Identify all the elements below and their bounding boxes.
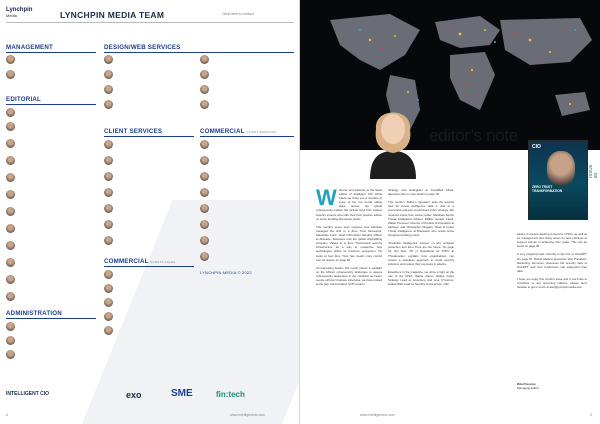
team-member[interactable] <box>6 275 94 284</box>
divider <box>6 318 96 319</box>
logo-fintech[interactable]: fin:tech <box>216 390 245 399</box>
team-member[interactable] <box>200 188 288 197</box>
team-member[interactable] <box>104 204 192 213</box>
avatar <box>200 188 209 197</box>
lynchpin-logo <box>6 7 36 19</box>
avatar <box>6 55 15 64</box>
body-column-1: W elcome and welcome to the latest edition of Intelligent CIO Africa where we bring you a roundup of some of the top trends taking place across the global cybersecurity market. We include input from various industry experts who offer their best practice advice on some trending discussion points. This month’s cover story explores how Absolute managed the shift to a Zero Trust framework. Sebastian Kunz, Chief Information Security Officer at Absolute, discusses how the global shipbuilding company shifted to a Zero Trust-based security infrastructure as a way to modernise how technologies within its business ecosystem. He looks at how Zero Trust has meant more control over its assets, on page 20. An interesting feature this month places a spotlight on the African cybersecurity landscape to assess cybersecurity awareness in the continent as heavy people still don’t behave cyberwise, we have looked at the gap. Anna Collard, SVP Content <box>316 185 382 287</box>
team-member[interactable] <box>6 258 94 267</box>
divider <box>6 52 96 53</box>
avatar <box>6 70 15 79</box>
avatar <box>6 173 15 182</box>
editor-role: Managing Editor <box>517 386 539 390</box>
team-member[interactable] <box>200 172 288 181</box>
team-member[interactable] <box>6 350 94 359</box>
team-member[interactable] <box>104 188 192 197</box>
team-member[interactable] <box>104 326 192 335</box>
avatar <box>104 85 113 94</box>
logo-sme[interactable]: SME <box>171 388 193 399</box>
team-member[interactable] <box>6 322 94 331</box>
divider <box>104 266 194 267</box>
team-member[interactable] <box>200 204 288 213</box>
cover-masthead: CIO <box>532 144 541 150</box>
team-member[interactable] <box>200 236 288 245</box>
right-page <box>300 0 600 424</box>
avatar <box>200 55 209 64</box>
avatar <box>6 241 15 250</box>
section-client-services: CLIENT SERVICES <box>104 128 163 135</box>
team-member[interactable] <box>6 55 94 64</box>
divider <box>104 136 194 137</box>
logo-text-1: Lynchpin <box>6 7 33 13</box>
footer-url[interactable]: www.intelligentcio.com <box>360 413 396 417</box>
avatar <box>6 224 15 233</box>
divider <box>6 104 96 105</box>
avatar <box>104 298 113 307</box>
editor-name: Rita Prescize <box>517 382 536 386</box>
team-member[interactable] <box>104 298 192 307</box>
section-headline: editor’s note <box>429 126 519 145</box>
avatar <box>200 172 209 181</box>
avatar <box>6 350 15 359</box>
team-member[interactable] <box>6 292 94 301</box>
signature-block <box>517 382 539 390</box>
events-title: LYNCHPIN MEDIA © 2022 <box>200 270 252 275</box>
team-member[interactable] <box>6 70 94 79</box>
team-member[interactable] <box>6 108 94 117</box>
cover-headline: ZERO TRUST TRANSFORMATION <box>532 185 563 193</box>
avatar <box>6 322 15 331</box>
page-number: 5 <box>590 413 592 417</box>
team-member[interactable] <box>6 139 94 148</box>
team-member[interactable] <box>200 140 288 149</box>
body-column-2: Strategy and Evangelist at KnowBe4 Africa, discusses this in more detail on page 18. This month’s ‘Editor’s Question’ asks the experts how far threat intelligence data is vital to a successful end-end modernised cyber strategy. We received inputs from Jamie Collier, Mandiant Senior Threat Intelligence Advisor, EMEA, Google Cloud; Walter Thevenet, Director of Product & Innovation at Alpheus; and Christopher Duggan, Head of Cyber Threat Intelligence at Bracewell, who revise some thought-provoking points. ‘Predictive Intelligence’ focuses on why endpoint protection and Zero Trust are the future. On page 22, Roi Alon, VP of Operations for THPC at ThreatLocker, explains how organisations can ensure a seamless approach to cloud security solutions and reduce their exposure to attacks. Elsewhere in the magazine, we shine a light on the role of the CISO. Wanie Atieno, Global Cyber Strategy Lead at Accenture and Lisa O’Connor, Global R&D Lead for Security at Accenture, offer <box>388 188 454 287</box>
avatar <box>104 312 113 321</box>
team-member[interactable] <box>200 156 288 165</box>
avatar <box>6 108 15 117</box>
avatar <box>6 258 15 267</box>
avatar <box>6 292 15 301</box>
avatar <box>200 70 209 79</box>
team-member[interactable] <box>104 85 192 94</box>
team-member[interactable] <box>6 207 94 216</box>
team-title: LYNCHPIN MEDIA TEAM <box>60 10 165 20</box>
team-member[interactable] <box>200 252 288 261</box>
section-management: MANAGEMENT <box>6 44 54 51</box>
logo-text-2: Media <box>6 13 17 18</box>
brand-logos <box>6 382 296 412</box>
team-member[interactable] <box>104 100 192 109</box>
avatar <box>104 140 113 149</box>
avatar <box>104 172 113 181</box>
team-member[interactable] <box>200 70 288 79</box>
divider <box>104 52 294 53</box>
team-member[interactable] <box>6 190 94 199</box>
footer-url[interactable]: www.intelligentcio.com <box>230 413 266 417</box>
team-member[interactable] <box>104 172 192 181</box>
avatar <box>200 252 209 261</box>
team-member[interactable] <box>104 70 192 79</box>
avatar <box>200 140 209 149</box>
avatar <box>104 236 113 245</box>
avatar <box>104 55 113 64</box>
issue-label: ISSUE 60 <box>588 164 598 178</box>
section-editorial: EDITORIAL <box>6 96 42 103</box>
body-column-3: advice to anyone aspiring to become CISOs, as well as for management and hiring teams on best practices to support women in achieving their goals. This can be found on page 48. A very poignant topic currently is the rise of OneSIPT. On page 57, Rohan Malerki, Executive Vice President-Marketing, Armorsec, discusses the security risks of OneSIPT and how businesses can safeguard their data. I hope you enjoy this month’s issue and if you’d like to contribute to any upcoming editions, please don’t hesitate to get in touch at alex@lynchpinmedia.com <box>517 232 587 290</box>
avatar <box>104 188 113 197</box>
avatar <box>104 270 113 279</box>
team-member[interactable] <box>104 156 192 165</box>
team-member[interactable] <box>104 312 192 321</box>
team-member[interactable] <box>6 122 94 131</box>
avatar <box>104 326 113 335</box>
section-administration: ADMINISTRATION <box>6 310 62 317</box>
logo-exo[interactable]: exo <box>126 390 142 400</box>
logo-intelligent-cio[interactable]: INTELLIGENT CIO <box>6 391 50 397</box>
avatar <box>6 207 15 216</box>
team-member[interactable] <box>104 270 192 279</box>
divider <box>200 136 294 137</box>
team-member[interactable] <box>104 140 192 149</box>
avatar <box>104 156 113 165</box>
section-design: DESIGN/WEB SERVICES <box>104 44 181 51</box>
avatar <box>6 190 15 199</box>
team-member[interactable] <box>200 85 288 94</box>
team-member[interactable] <box>6 156 94 165</box>
avatar <box>104 204 113 213</box>
section-commercial: COMMERCIAL CLIENT SERVICES <box>200 128 277 135</box>
avatar <box>104 284 113 293</box>
avatar <box>104 220 113 229</box>
drop-cap: W <box>316 185 337 210</box>
avatar <box>200 100 209 109</box>
team-member[interactable] <box>104 55 192 64</box>
avatar <box>200 204 209 213</box>
avatar <box>200 220 209 229</box>
team-member[interactable] <box>6 336 94 345</box>
editor-photo <box>358 95 428 179</box>
page-number: 6 <box>6 413 8 417</box>
section-commercial-events: COMMERCIAL EVENTS SALES <box>104 258 176 265</box>
avatar <box>200 236 209 245</box>
team-member[interactable] <box>200 55 288 64</box>
team-member[interactable] <box>104 284 192 293</box>
team-member[interactable] <box>200 220 288 229</box>
team-member[interactable] <box>200 100 288 109</box>
avatar <box>200 156 209 165</box>
contact-note[interactable]: Click here to contact <box>222 12 254 16</box>
team-member[interactable] <box>104 220 192 229</box>
team-member[interactable] <box>6 241 94 250</box>
avatar <box>200 85 209 94</box>
avatar <box>104 70 113 79</box>
magazine-cover-image[interactable] <box>528 140 588 220</box>
cover-photo <box>547 151 575 185</box>
avatar <box>104 100 113 109</box>
avatar <box>6 122 15 131</box>
divider <box>6 22 294 23</box>
team-member[interactable] <box>6 173 94 182</box>
avatar <box>6 336 15 345</box>
avatar <box>6 156 15 165</box>
team-member[interactable] <box>104 236 192 245</box>
avatar <box>6 139 15 148</box>
team-member[interactable] <box>6 224 94 233</box>
avatar <box>6 275 15 284</box>
